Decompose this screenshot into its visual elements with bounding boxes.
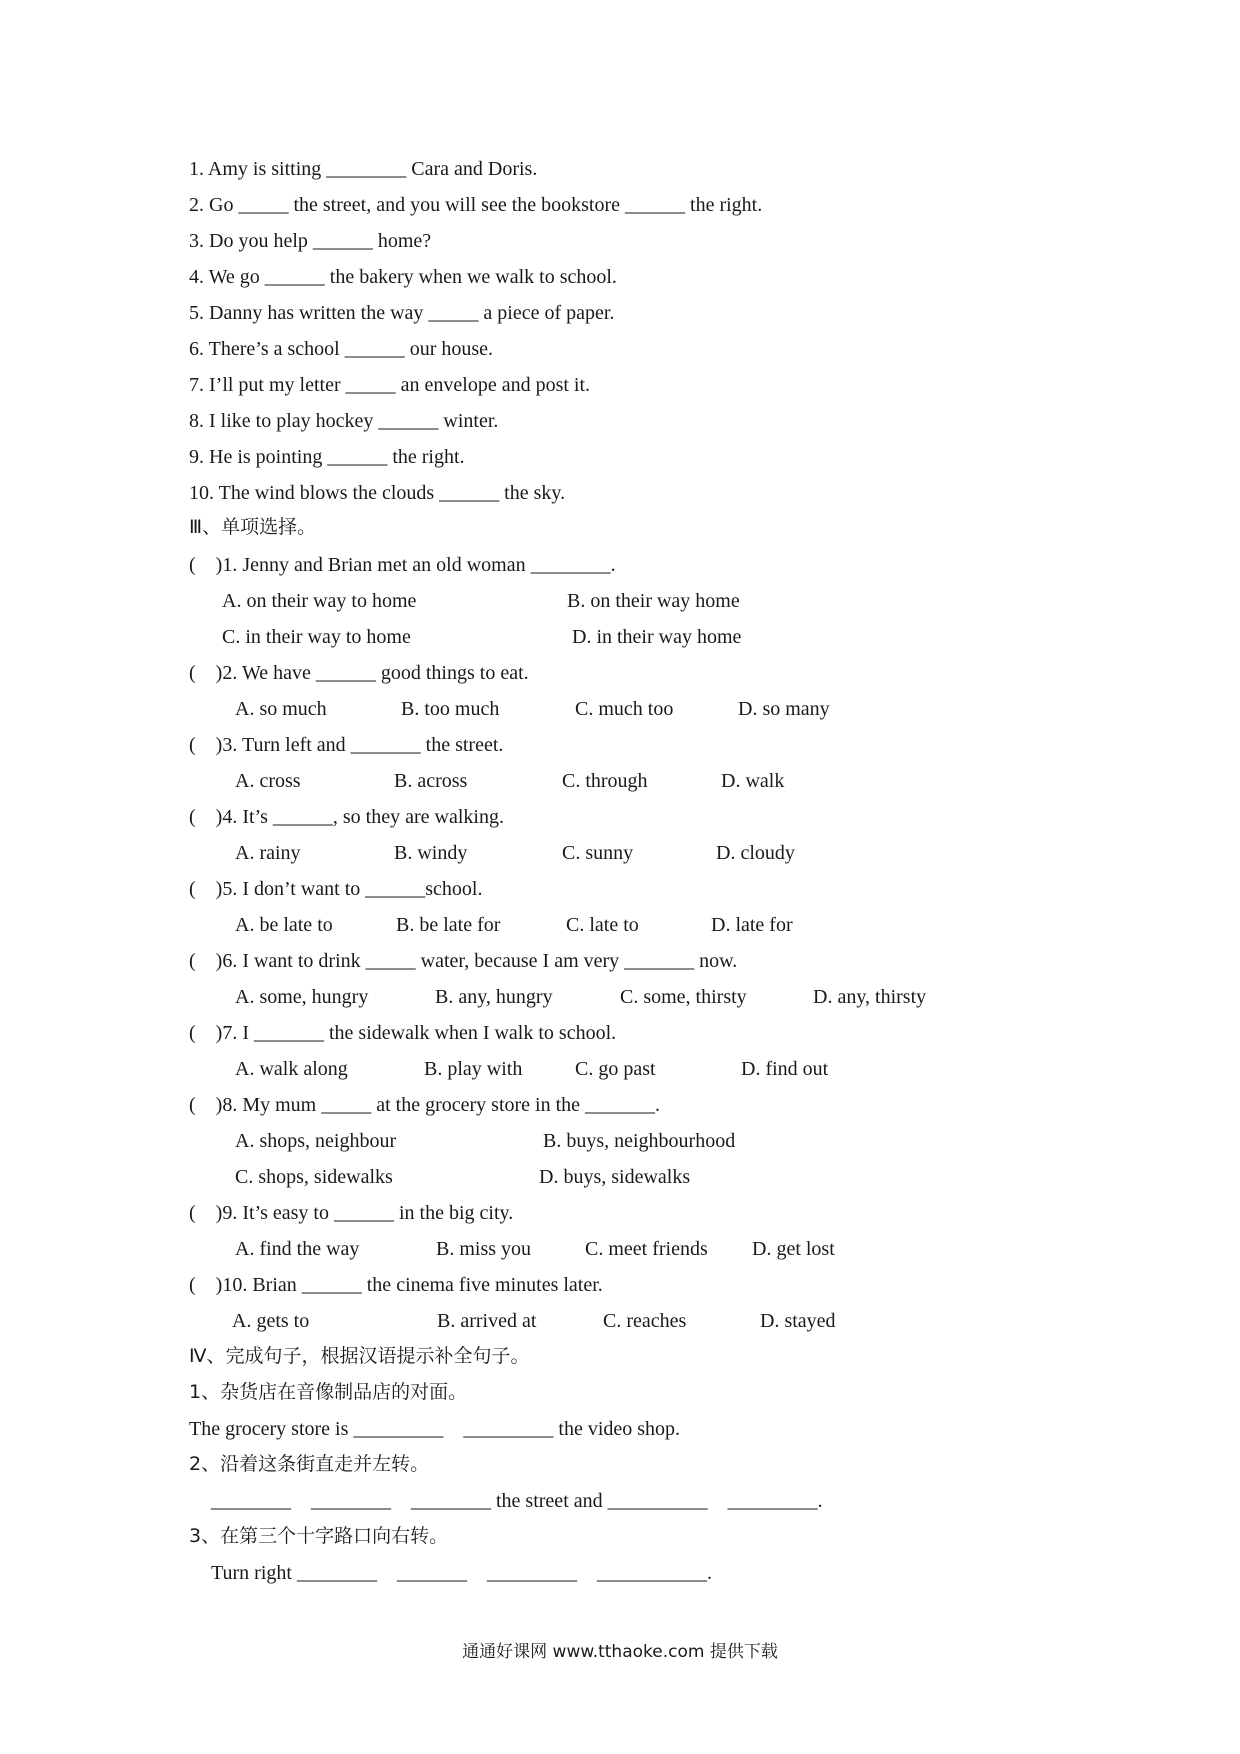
option: A. rainy [235,842,301,864]
question-stem: ( )8. My mum _____ at the grocery store in the _______. [189,1094,661,1116]
option: A. shops, neighbour [235,1130,397,1152]
english-sentence: The grocery store is _________ _________ the video shop. [189,1418,681,1440]
question-stem: ( )4. It’s ______, so they are walking. [189,806,504,828]
option: D. any, thirsty [813,986,927,1008]
fill-item: 3. Do you help ______ home? [189,230,432,252]
question-stem: ( )1. Jenny and Brian met an old woman ________. [189,554,616,576]
option: A. on their way to home [222,590,417,612]
question-stem: ( )7. I _______ the sidewalk when I walk to school. [189,1022,617,1044]
question-stem: ( )5. I don’t want to ______school. [189,878,483,900]
fill-item: 2. Go _____ the street, and you will see the bookstore ______ the right. [189,194,763,216]
option: B. on their way home [567,590,740,612]
option: C. sunny [562,842,634,864]
section-heading: Ⅳ、完成句子，根据汉语提示补全句子。 [189,1345,530,1367]
option: C. some, thirsty [620,986,747,1008]
chinese-prompt: 1、杂货店在音像制品店的对面。 [189,1381,468,1403]
footer-credit: 通通好课网 www.tthaoke.com 提供下载 [462,1642,778,1662]
option: C. much too [575,698,674,720]
option: B. be late for [396,914,501,936]
option: D. late for [711,914,793,936]
fill-item: 1. Amy is sitting ________ Cara and Doris. [189,158,538,180]
option: B. arrived at [437,1310,537,1332]
option: D. find out [741,1058,829,1080]
option: A. so much [235,698,327,720]
option: D. so many [738,698,830,720]
option: C. go past [575,1058,656,1080]
option: A. find the way [235,1238,360,1260]
fill-item: 6. There’s a school ______ our house. [189,338,494,360]
option: C. reaches [603,1310,687,1332]
question-stem: ( )6. I want to drink _____ water, because I am very _______ now. [189,950,738,972]
chinese-prompt: 2、沿着这条街直走并左转。 [189,1453,430,1475]
section-heading: Ⅲ、单项选择。 [189,516,317,538]
english-sentence: Turn right ________ _______ _________ ___________. [211,1562,712,1584]
question-stem: ( )10. Brian ______ the cinema five minutes later. [189,1274,603,1296]
option: C. shops, sidewalks [235,1166,393,1188]
option: A. cross [235,770,301,792]
option: C. meet friends [585,1238,708,1260]
fill-item: 7. I’ll put my letter _____ an envelope and post it. [189,374,591,396]
option: B. across [394,770,468,792]
option: C. through [562,770,648,792]
option: B. windy [394,842,468,864]
question-stem: ( )9. It’s easy to ______ in the big city. [189,1202,514,1224]
fill-item: 10. The wind blows the clouds ______ the sky. [189,482,566,504]
option: D. buys, sidewalks [539,1166,691,1188]
option: B. too much [401,698,500,720]
option: C. late to [566,914,639,936]
english-sentence: ________ ________ ________ the street and __________ _________. [211,1490,823,1512]
option: D. walk [721,770,785,792]
option: C. in their way to home [222,626,411,648]
option: B. play with [424,1058,523,1080]
option: B. any, hungry [435,986,553,1008]
option: A. walk along [235,1058,348,1080]
chinese-prompt: 3、在第三个十字路口向右转。 [189,1525,449,1547]
fill-item: 8. I like to play hockey ______ winter. [189,410,499,432]
fill-item: 5. Danny has written the way _____ a piece of paper. [189,302,615,324]
fill-item: 9. He is pointing ______ the right. [189,446,465,468]
option: B. buys, neighbourhood [543,1130,736,1152]
question-stem: ( )2. We have ______ good things to eat. [189,662,529,684]
option: D. get lost [752,1238,835,1260]
option: D. in their way home [572,626,742,648]
option: A. gets to [232,1310,310,1332]
option: A. some, hungry [235,986,369,1008]
option: D. stayed [760,1310,836,1332]
option: B. miss you [436,1238,532,1260]
fill-item: 4. We go ______ the bakery when we walk to school. [189,266,617,288]
option: A. be late to [235,914,333,936]
option: D. cloudy [716,842,795,864]
question-stem: ( )3. Turn left and _______ the street. [189,734,504,756]
